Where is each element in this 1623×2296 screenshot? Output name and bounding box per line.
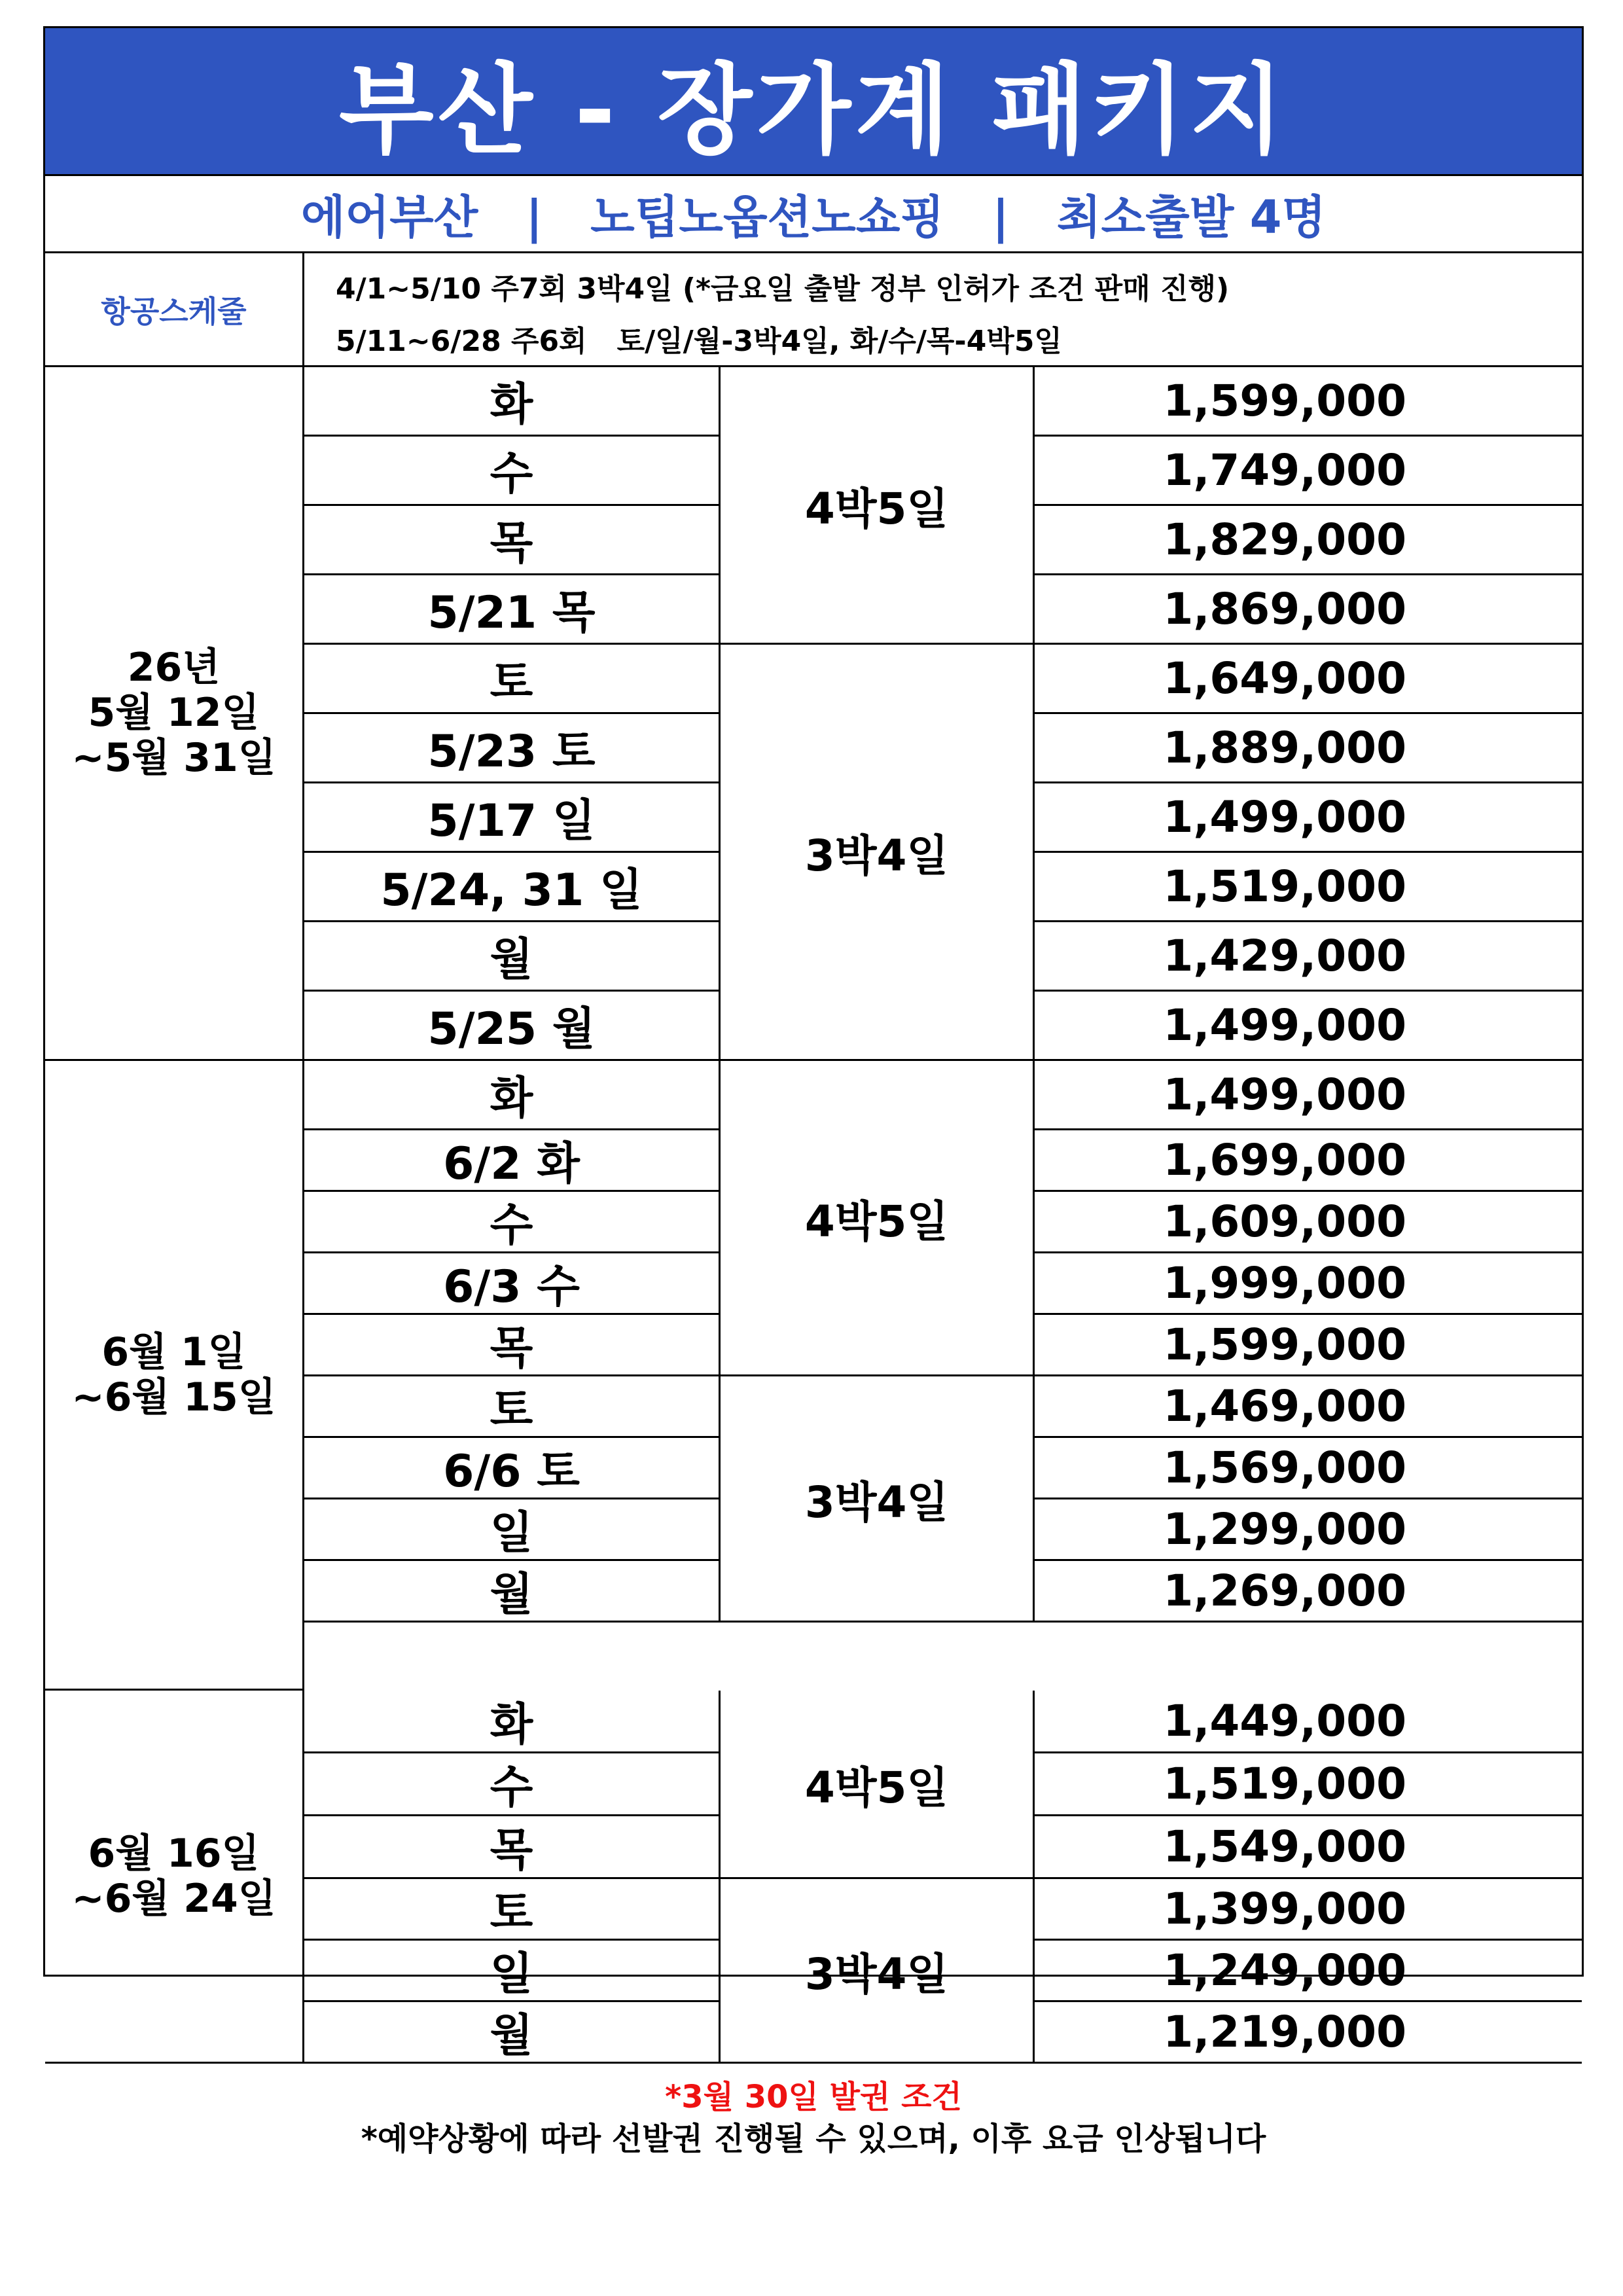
footer-note-red: *3월 30일 발권 조건	[665, 2079, 962, 2115]
price-cell: 1,499,000	[1035, 992, 1582, 1061]
price-cell: 1,599,000	[1035, 1315, 1582, 1376]
departure-day: 5/17 일	[304, 783, 721, 853]
flight-schedule	[45, 253, 1582, 367]
departure-day: 토	[304, 1879, 721, 1941]
price-cell: 1,869,000	[1035, 575, 1582, 645]
departure-day: 화	[304, 1691, 721, 1753]
price-sheet	[43, 26, 1584, 2157]
departure-day: 토	[304, 1376, 721, 1438]
price-cell: 1,499,000	[1035, 1061, 1582, 1130]
period-label: 6월 16일 ~6월 24일	[45, 1691, 304, 2064]
departure-day: 화	[304, 367, 721, 437]
departure-day: 화	[304, 1061, 721, 1130]
departure-day: 목	[304, 1315, 721, 1376]
departure-day: 월	[304, 922, 721, 992]
period-label: 6월 1일 ~6월 15일	[45, 1061, 304, 1691]
footer-note: *예약상황에 따라 선발권 진행될 수 있으며, 이후 요금 인상됩니다	[361, 2121, 1266, 2157]
departure-day: 5/25 월	[304, 992, 721, 1061]
departure-day: 수	[304, 1192, 721, 1253]
departure-day: 월	[304, 2002, 721, 2064]
price-cell: 1,609,000	[1035, 1192, 1582, 1253]
price-cell: 1,429,000	[1035, 922, 1582, 992]
period-label: 26년 5월 12일 ~5월 31일	[45, 367, 304, 1061]
price-cell: 1,299,000	[1035, 1499, 1582, 1561]
price-cell: 1,219,000	[1035, 2002, 1582, 2064]
subtitle: 에어부산 | 노팁노옵션노쇼핑 | 최소출발 4명	[300, 190, 1327, 244]
departure-day: 수	[304, 437, 721, 506]
departure-day: 5/23 토	[304, 714, 721, 783]
price-cell: 1,249,000	[1035, 1941, 1582, 2002]
page-title: 부산 - 장가계 패키지	[338, 53, 1289, 168]
price-cell: 1,269,000	[1035, 1561, 1582, 1623]
departure-day: 월	[304, 1561, 721, 1623]
duration-label: 3박4일	[721, 1376, 1035, 1623]
price-cell: 1,519,000	[1035, 853, 1582, 922]
price-cell: 1,599,000	[1035, 367, 1582, 437]
price-cell: 1,569,000	[1035, 1438, 1582, 1499]
price-cell: 1,829,000	[1035, 506, 1582, 575]
price-cell: 1,649,000	[1035, 645, 1582, 714]
schedule-line: 4/1~5/10 주7회 3박4일 (*금요일 출발 정부 인허가 조건 판매 진행)	[336, 272, 1230, 306]
duration-label: 4박5일	[721, 367, 1035, 645]
price-cell: 1,399,000	[1035, 1879, 1582, 1941]
schedule-label: 항공스케줄	[45, 253, 304, 365]
price-cell: 1,889,000	[1035, 714, 1582, 783]
price-cell: 1,549,000	[1035, 1816, 1582, 1879]
departure-day: 6/6 토	[304, 1438, 721, 1499]
departure-day: 목	[304, 1816, 721, 1879]
departure-day: 5/24, 31 일	[304, 853, 721, 922]
departure-day: 일	[304, 1499, 721, 1561]
subtitle-bar	[45, 176, 1582, 253]
departure-day: 목	[304, 506, 721, 575]
price-table	[45, 367, 1582, 2157]
price-cell: 1,519,000	[1035, 1753, 1582, 1816]
schedule-line: 5/11~6/28 주6회 토/일/월-3박4일, 화/수/목-4박5일	[336, 325, 1062, 358]
price-cell: 1,699,000	[1035, 1130, 1582, 1192]
departure-day: 수	[304, 1753, 721, 1816]
duration-label: 4박5일	[721, 1061, 1035, 1376]
price-cell: 1,749,000	[1035, 437, 1582, 506]
departure-day: 일	[304, 1941, 721, 2002]
departure-day: 6/3 수	[304, 1253, 721, 1315]
duration-label: 3박4일	[721, 1879, 1035, 2064]
price-cell: 1,499,000	[1035, 783, 1582, 853]
price-cell: 1,469,000	[1035, 1376, 1582, 1438]
price-cell: 1,999,000	[1035, 1253, 1582, 1315]
departure-day: 6/2 화	[304, 1130, 721, 1192]
departure-day: 토	[304, 645, 721, 714]
departure-day: 5/21 목	[304, 575, 721, 645]
duration-label: 4박5일	[721, 1691, 1035, 1879]
price-cell: 1,449,000	[1035, 1691, 1582, 1753]
title-banner	[45, 28, 1582, 176]
duration-label: 3박4일	[721, 645, 1035, 1061]
